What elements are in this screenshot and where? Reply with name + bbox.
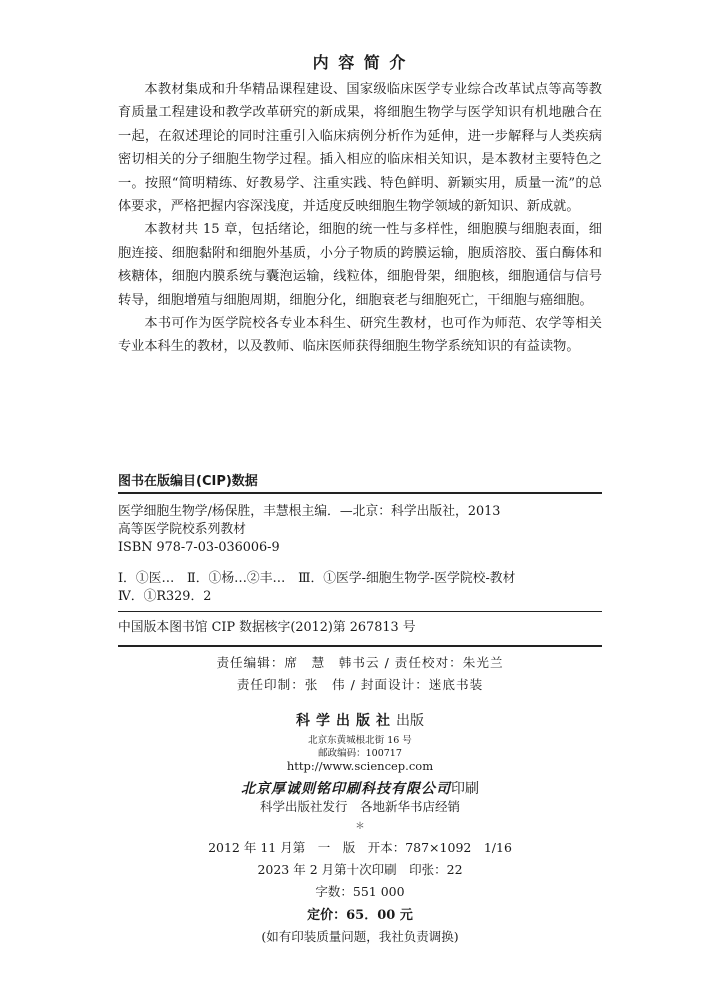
cip-top-rule	[118, 492, 602, 494]
separator-asterisk: ＊	[355, 821, 365, 832]
cip-bottom-rule	[118, 645, 602, 647]
intro-paragraph: 本书可作为医学院校各专业本科生、研究生教材，也可作为师范、农学等相关专业本科生的教材，以及教师、临床医师获得细胞生物学系统知识的有益读物。	[118, 316, 602, 355]
catalog-number-text: 中国版本图书馆 CIP 数据核字(2012)第 267813 号	[118, 620, 416, 635]
intro-paragraph: 本教材共 15 章，包括绪论，细胞的统一性与多样性，细胞膜与细胞表面，细胞连接、细胞黏附和细胞外基质，小分子物质的跨膜运输，胞质溶胶、蛋白酶体和核糖体，细胞内膜系统与囊泡运输，线粒体，细胞骨架，细胞核，细胞通信与信号转导，细胞增殖与细胞周期，细胞分化，细胞衰老与细胞死亡，干细胞与癌细胞。	[118, 222, 602, 308]
cip-mid-rule	[118, 611, 602, 612]
price: 定价：65．00 元	[307, 908, 413, 923]
printer-name: 北京厚诚则铭印刷科技有限公司	[241, 781, 451, 797]
cip-line: 高等医学院校系列教材	[118, 522, 246, 537]
word-count: 字数：551 000	[315, 884, 405, 899]
publisher-postcode: 邮政编码：100717	[318, 748, 402, 759]
intro-paragraph: 本教材集成和升华精品课程建设、国家级临床医学专业综合改革试点等高等教育质量工程建设和教学改革研究的新成果，将细胞生物学与医学知识有机地融合在一起，在叙述理论的同时注重引入临床病例分析作为延伸，进一步解释与人类疾病密切相关的分子细胞生物学过程。插入相应的临床相关知识，是本教材主要特色之一。按照“简明精练、好教易学、注重实践、特色鲜明、新颖实用，质量一流”的总体要求，严格把握内容深浅度，并适度反映细胞生物学领域的新知识、新成就。	[118, 82, 602, 215]
cip-classification	[118, 570, 602, 606]
publisher-suffix: 出版	[396, 713, 424, 729]
cip-record	[118, 503, 602, 557]
staff-credits	[0, 652, 720, 696]
publisher-line	[0, 710, 720, 730]
printer-suffix: 印刷	[451, 781, 479, 797]
quality-notice: (如有印装质量问题，我社负责调换)	[261, 929, 459, 944]
printing-line: 2023 年 2 月第十次印刷 印张：22	[257, 862, 463, 877]
credits-line: 责任编辑：席 慧 韩书云 / 责任校对：朱光兰	[216, 655, 504, 670]
printer-line	[0, 778, 720, 798]
cip-heading: 图书在版编目(CIP)数据	[118, 474, 258, 489]
cip-class-line: Ⅳ．①R329．2	[118, 589, 212, 604]
cip-line: ISBN 978-7-03-036006-9	[118, 540, 280, 555]
distribution-line: 科学出版社发行 各地新华书店经销	[259, 799, 460, 814]
publisher-name: 科学出版社	[296, 713, 396, 729]
intro-body	[118, 78, 602, 359]
cip-catalog-number	[118, 619, 602, 637]
credits-line: 责任印制：张 伟 / 封面设计：迷底书装	[236, 677, 484, 692]
edition-line: 2012 年 11 月第 一 版 开本：787×1092 1/16	[208, 840, 512, 855]
cip-class-line: Ⅰ．①医… Ⅱ．①杨…②丰… Ⅲ．①医学-细胞生物学-医学院校-教材	[118, 571, 516, 586]
publisher-url: http://www.sciencep.com	[286, 759, 434, 773]
cip-line: 医学细胞生物学/杨保胜，丰慧根主编．—北京：科学出版社，2013	[118, 504, 501, 519]
intro-title: 内 容 简 介	[312, 53, 408, 72]
publisher-address: 北京东黄城根北街 16 号	[308, 735, 412, 746]
